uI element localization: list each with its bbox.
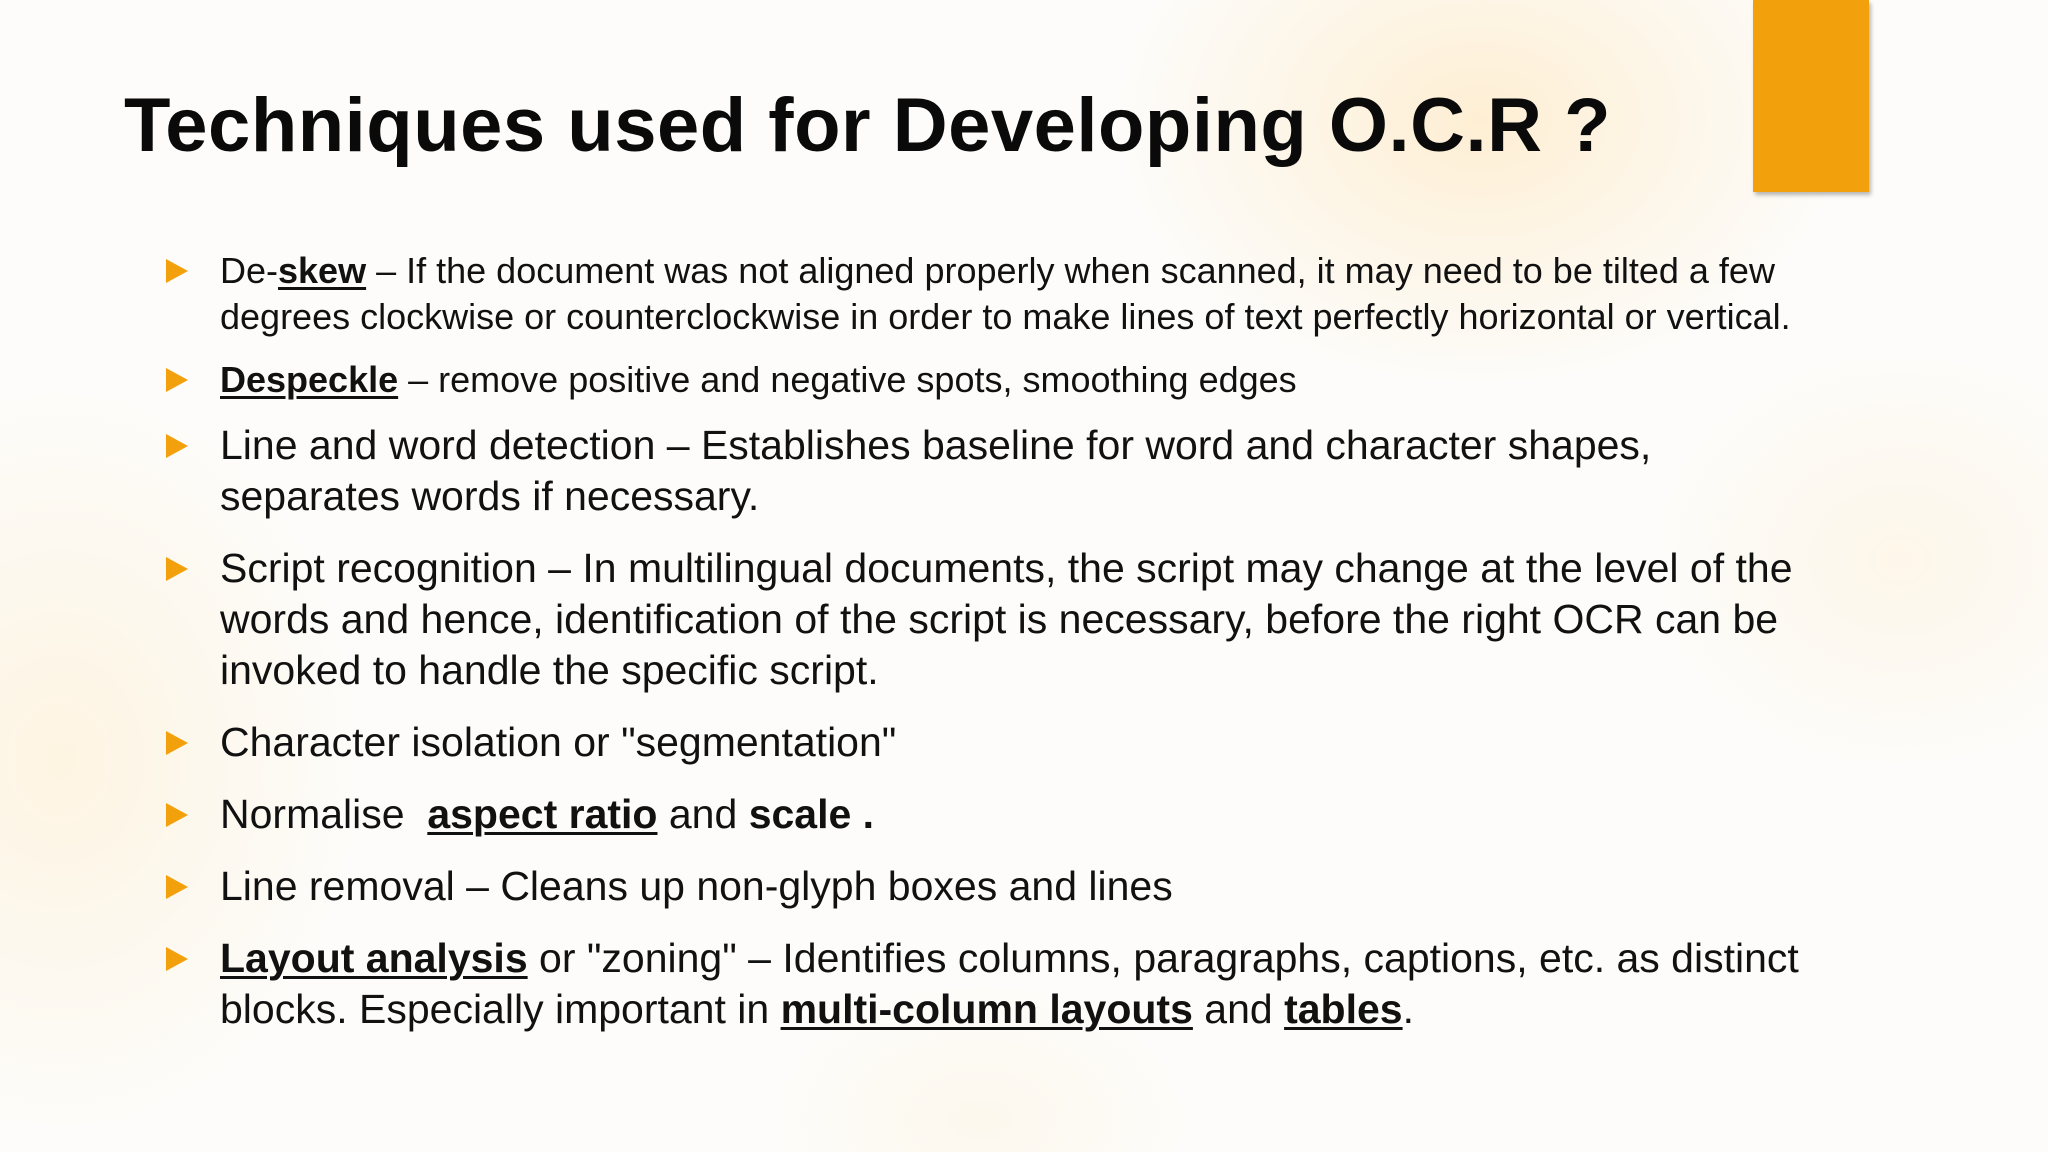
bullet-normalise <box>160 789 1840 840</box>
bullet-text: Script recognition – In multilingual documents, the script may change at the level of the words and hence, identification of the script is necessary, before the right OCR can be invoked to handle the specific script. <box>220 545 1793 693</box>
bullet-text: or "zoning" – Identifies columns, paragraphs, captions, etc. as distinct blocks. Especially important in <box>220 935 1799 1032</box>
bullet-text: Character isolation or "segmentation" <box>220 719 897 765</box>
bullet-arrow-icon <box>166 434 188 458</box>
term-multi-column-layouts: multi-column layouts <box>780 986 1193 1032</box>
bullet-text: – If the document was not aligned properly when scanned, it may need to be tilted a few degrees clockwise or counterclockwise in order to make lines of text perfectly horizontal or vertical. <box>220 250 1791 337</box>
accent-bar <box>1753 0 1869 192</box>
bullet-middle: and <box>657 791 749 837</box>
bullet-arrow-icon <box>166 259 188 283</box>
bullet-arrow-icon <box>166 731 188 755</box>
bullet-middle: and <box>1192 986 1285 1032</box>
bullet-deskew <box>160 248 1840 340</box>
term-aspect-ratio: aspect ratio <box>427 791 658 837</box>
bullet-arrow-icon <box>166 557 188 581</box>
bullet-line-removal <box>160 861 1840 912</box>
term-skew: skew <box>278 250 367 291</box>
bullet-script-recognition <box>160 543 1840 696</box>
bullet-prefix: Normalise <box>220 791 428 837</box>
bullet-character-isolation <box>160 717 1840 768</box>
bullet-text: Line removal – Cleans up non-glyph boxes and lines <box>220 863 1173 909</box>
bullet-despeckle <box>160 357 1840 403</box>
term-scale: scale . <box>748 791 875 837</box>
bullet-arrow-icon <box>166 368 188 392</box>
bullet-arrow-icon <box>166 875 188 899</box>
bullet-suffix: . <box>1402 986 1414 1032</box>
bullet-line-word-detection <box>160 420 1840 522</box>
bullet-list <box>160 248 1840 1056</box>
term-layout-analysis: Layout analysis <box>220 935 528 981</box>
bullet-prefix: De- <box>220 250 279 291</box>
bullet-text: Line and word detection – Establishes baseline for word and character shapes, separates words if necessary. <box>220 422 1652 519</box>
bullet-arrow-icon <box>166 803 188 827</box>
term-despeckle: Despeckle <box>220 359 399 400</box>
bullet-arrow-icon <box>166 947 188 971</box>
term-tables: tables <box>1284 986 1403 1032</box>
bullet-layout-analysis <box>160 933 1840 1035</box>
slide-title: Techniques used for Developing O.C.R ? <box>124 83 1612 168</box>
bullet-text: – remove positive and negative spots, smoothing edges <box>398 359 1297 400</box>
